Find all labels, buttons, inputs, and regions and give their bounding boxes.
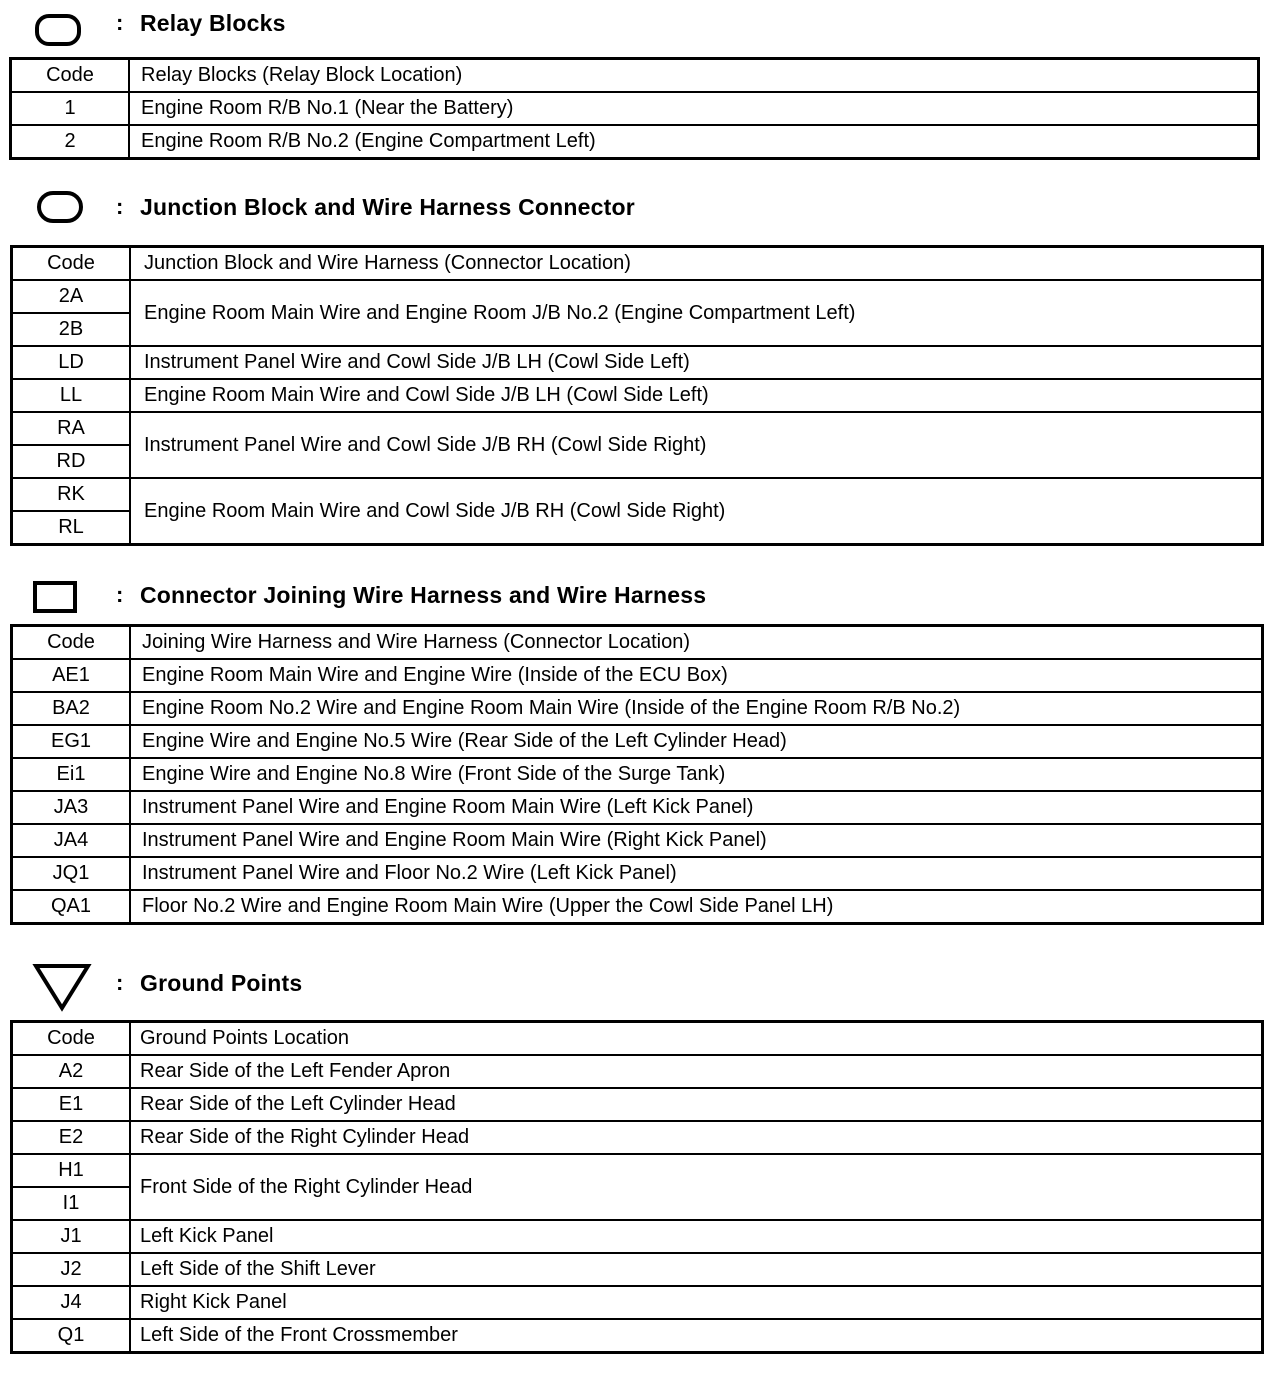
code-cell: J1	[12, 1220, 131, 1253]
location-cell: Rear Side of the Left Fender Apron	[130, 1055, 1263, 1088]
code-table	[10, 1020, 1264, 1354]
section-title: Ground Points	[140, 970, 303, 996]
code-cell: 1	[11, 92, 130, 125]
location-cell: Front Side of the Right Cylinder Head	[130, 1154, 1263, 1220]
location-cell: Engine Room Main Wire and Engine Wire (Inside of the ECU Box)	[130, 659, 1263, 692]
location-cell: Engine Room No.2 Wire and Engine Room Main Wire (Inside of the Engine Room R/B No.2)	[130, 692, 1263, 725]
table-header-row	[12, 247, 1263, 281]
table-header-row	[12, 1022, 1263, 1056]
location-cell: Floor No.2 Wire and Engine Room Main Wire (Upper the Cowl Side Panel LH)	[130, 890, 1263, 924]
table-row	[12, 1154, 1263, 1187]
code-cell: RK	[12, 478, 131, 511]
code-cell: E2	[12, 1121, 131, 1154]
table-row	[12, 890, 1263, 924]
code-cell: 2B	[12, 313, 131, 346]
code-cell: JQ1	[12, 857, 131, 890]
column-header-location: Joining Wire Harness and Wire Harness (Connector Location)	[130, 626, 1263, 660]
code-cell: J4	[12, 1286, 131, 1319]
table-row	[12, 1055, 1263, 1088]
code-cell: RL	[12, 511, 131, 545]
table-header-row	[11, 59, 1259, 93]
table-row	[12, 857, 1263, 890]
table-row	[11, 92, 1259, 125]
code-cell: 2A	[12, 280, 131, 313]
location-cell: Engine Room Main Wire and Cowl Side J/B RH (Cowl Side Right)	[130, 478, 1263, 545]
column-header-code: Code	[12, 247, 131, 281]
location-cell: Engine Room Main Wire and Engine Room J/B No.2 (Engine Compartment Left)	[130, 280, 1263, 346]
code-cell: Ei1	[12, 758, 131, 791]
location-cell: Engine Room Main Wire and Cowl Side J/B LH (Cowl Side Left)	[130, 379, 1263, 412]
code-cell: BA2	[12, 692, 131, 725]
location-cell: Instrument Panel Wire and Engine Room Main Wire (Right Kick Panel)	[130, 824, 1263, 857]
table-row	[12, 379, 1263, 412]
location-cell: Rear Side of the Left Cylinder Head	[130, 1088, 1263, 1121]
column-header-location: Relay Blocks (Relay Block Location)	[129, 59, 1259, 93]
location-cell: Right Kick Panel	[130, 1286, 1263, 1319]
code-table	[10, 624, 1264, 925]
column-header-location: Junction Block and Wire Harness (Connector Location)	[130, 247, 1263, 281]
code-cell: RD	[12, 445, 131, 478]
location-cell: Rear Side of the Right Cylinder Head	[130, 1121, 1263, 1154]
legend-colon: :	[116, 970, 124, 995]
section-title: Connector Joining Wire Harness and Wire Harness	[140, 582, 707, 608]
location-cell: Instrument Panel Wire and Floor No.2 Wire (Left Kick Panel)	[130, 857, 1263, 890]
code-cell: 2	[11, 125, 130, 159]
column-header-code: Code	[12, 1022, 131, 1056]
table-row	[12, 280, 1263, 313]
table-row	[12, 758, 1263, 791]
location-cell: Engine Wire and Engine No.5 Wire (Rear Side of the Left Cylinder Head)	[130, 725, 1263, 758]
code-cell: AE1	[12, 659, 131, 692]
section-title: Junction Block and Wire Harness Connector	[140, 194, 635, 220]
location-cell: Left Side of the Front Crossmember	[130, 1319, 1263, 1353]
location-cell: Instrument Panel Wire and Cowl Side J/B RH (Cowl Side Right)	[130, 412, 1263, 478]
table-row	[12, 346, 1263, 379]
table-row	[12, 478, 1263, 511]
section-title: Relay Blocks	[140, 10, 286, 36]
section-heading	[0, 578, 1280, 618]
location-cell: Instrument Panel Wire and Engine Room Main Wire (Left Kick Panel)	[130, 791, 1263, 824]
table-row	[12, 824, 1263, 857]
table-header-row	[12, 626, 1263, 660]
table-row	[11, 125, 1259, 159]
table-row	[12, 692, 1263, 725]
code-table	[9, 57, 1260, 160]
table-row	[12, 1286, 1263, 1319]
location-cell: Engine Room R/B No.1 (Near the Battery)	[129, 92, 1259, 125]
table-row	[12, 659, 1263, 692]
section-heading	[0, 190, 1280, 230]
code-cell: H1	[12, 1154, 131, 1187]
column-header-location: Ground Points Location	[130, 1022, 1263, 1056]
table-row	[12, 1319, 1263, 1353]
code-cell: J2	[12, 1253, 131, 1286]
code-cell: LL	[12, 379, 131, 412]
table-row	[12, 725, 1263, 758]
code-cell: I1	[12, 1187, 131, 1220]
table-row	[12, 1121, 1263, 1154]
legend-colon: :	[116, 10, 124, 35]
code-cell: QA1	[12, 890, 131, 924]
location-cell: Left Kick Panel	[130, 1220, 1263, 1253]
code-cell: Q1	[12, 1319, 131, 1353]
table-row	[12, 1253, 1263, 1286]
location-cell: Engine Wire and Engine No.8 Wire (Front Side of the Surge Tank)	[130, 758, 1263, 791]
code-cell: A2	[12, 1055, 131, 1088]
code-cell: LD	[12, 346, 131, 379]
location-cell: Instrument Panel Wire and Cowl Side J/B LH (Cowl Side Left)	[130, 346, 1263, 379]
location-cell: Left Side of the Shift Lever	[130, 1253, 1263, 1286]
location-cell: Engine Room R/B No.2 (Engine Compartment Left)	[129, 125, 1259, 159]
table-row	[12, 412, 1263, 445]
column-header-code: Code	[12, 626, 131, 660]
code-cell: E1	[12, 1088, 131, 1121]
code-cell: RA	[12, 412, 131, 445]
table-row	[12, 791, 1263, 824]
section-heading	[0, 962, 1280, 1002]
table-row	[12, 1220, 1263, 1253]
legend-colon: :	[116, 582, 124, 607]
code-cell: JA4	[12, 824, 131, 857]
column-header-code: Code	[11, 59, 130, 93]
code-table	[10, 245, 1264, 546]
legend-colon: :	[116, 194, 124, 219]
section-heading	[0, 6, 1280, 46]
code-cell: EG1	[12, 725, 131, 758]
table-row	[12, 1088, 1263, 1121]
code-cell: JA3	[12, 791, 131, 824]
